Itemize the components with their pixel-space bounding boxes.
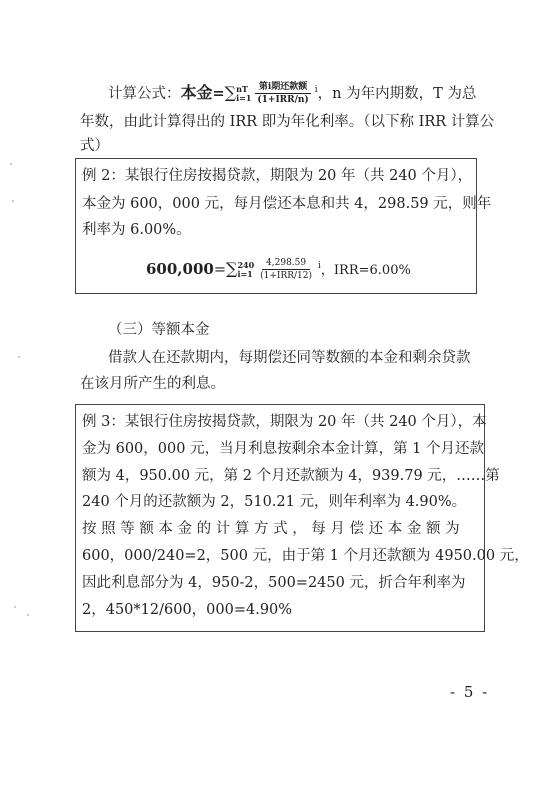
sum-upper: 240	[237, 259, 255, 270]
sum-limits	[237, 261, 254, 279]
formula-result: ，IRR=6.00%	[320, 262, 411, 278]
example-3-line-8: 2，450*12/600，000=4.90%	[82, 602, 293, 618]
sum-lower: i=1	[236, 92, 252, 103]
example-3-line-5: 按 照 等 额 本 金 的 计 算 方 式 ， 每 月 偿 还 本 金 额 为	[82, 521, 460, 537]
intro-line-3: 式）	[80, 138, 109, 154]
intro-line-2: 年数，由此计算得出的 IRR 即为年化利率。（以下称 IRR 计算公	[80, 114, 495, 130]
example-3-line-7: 因此利息部分为 4，950-2，500=2450 元，折合年利率为	[82, 575, 466, 591]
example-3-line-3: 额为 4，950.00 元，第 2 个月还款额为 4，939.79 元，……第	[82, 468, 500, 484]
fraction-denominator: (1+IRR/12)	[260, 271, 313, 282]
scan-mark	[14, 606, 16, 608]
example-2-formula	[146, 256, 411, 282]
formula-line	[108, 80, 476, 106]
scan-mark	[27, 614, 29, 616]
scan-mark	[12, 200, 14, 202]
example-3-line-6: 600，000/240=2，500 元，由于第 1 个月还款额为 4950.00 元，	[82, 548, 529, 564]
formula-tail-text: ，n 为年内期数，T 为总	[317, 85, 477, 102]
example-3-line-1: 例 3：某银行住房按揭贷款，期限为 20 年（共 240 个月），本	[82, 414, 487, 430]
formula-eq: =	[213, 261, 227, 278]
section-para-line-2: 在该月所产生的利息。	[80, 376, 225, 392]
scan-mark	[18, 356, 20, 358]
formula-fraction	[256, 257, 316, 282]
section-para-line-1: 借款人在还款期内，每期偿还同等数额的本金和剩余贷款	[108, 350, 471, 366]
formula-lhs: 本金	[180, 82, 213, 102]
sum-upper: nT	[236, 83, 248, 94]
sigma-symbol: ∑	[226, 258, 238, 278]
page-number: - 5 -	[450, 683, 490, 701]
example-2-line-3: 利率为 6.00%。	[82, 222, 191, 238]
example-3-line-4: 240 个月的还款额为 2，510.21 元，则年利率为 4.90%。	[82, 494, 467, 510]
sum-lower: i=1	[237, 268, 253, 279]
fraction-numerator: 第i期还款额	[255, 81, 311, 94]
formula-exponent: i	[318, 261, 321, 271]
formula-lhs: 600,000	[146, 259, 214, 278]
example-2-line-2: 本金为 600，000 元，每月偿还本息和共 4，298.59 元，则年	[82, 196, 492, 212]
example-3-line-2: 金为 600，000 元，当月利息按剩余本金计算，第 1 个月还款	[82, 441, 485, 457]
fraction-denominator: (1+IRR/n)	[257, 95, 309, 106]
section-heading: （三）等额本金	[108, 322, 210, 338]
formula-exponent: i	[314, 85, 318, 95]
sigma-symbol: ∑	[224, 82, 237, 102]
formula-fraction	[253, 81, 312, 106]
fraction-numerator: 4,298.59	[262, 257, 310, 270]
example-2-line-1: 例 2：某银行住房按揭贷款，期限为 20 年（共 240 个月），	[82, 168, 473, 184]
formula-label: 计算公式：	[108, 85, 181, 102]
scan-mark	[10, 163, 12, 165]
formula-eq: =	[212, 84, 225, 102]
sum-limits	[236, 85, 251, 103]
